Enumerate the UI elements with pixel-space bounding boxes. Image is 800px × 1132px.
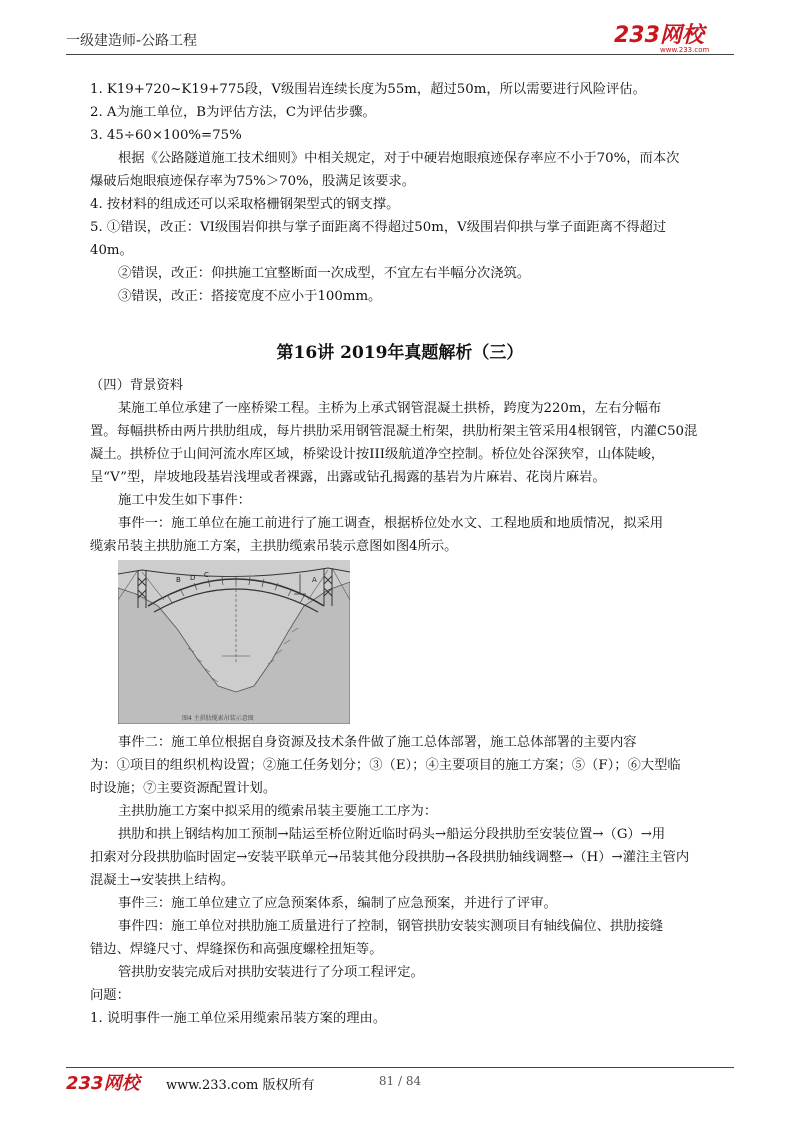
answer-2: 2. A为施工单位，B为评估方法，C为评估步骤。	[90, 105, 376, 120]
svg-text:233网校: 233网校	[66, 1073, 140, 1094]
procedure-line-2: 扣索对分段拱肋临时固定→安装平联单元→吊装其他分段拱肋→各段拱肋轴线调整→（H）→灌注主管内	[90, 850, 690, 865]
footer-copyright: www.233.com 版权所有	[166, 1078, 315, 1093]
answer-3-note-line-1: 根据《公路隧道施工技术细则》中相关规定，对于中硬岩炮眼痕迹保存率应不小于70%，而本次	[118, 151, 680, 166]
procedure-line-3: 混凝土→安装拱上结构。	[90, 873, 235, 888]
events-intro: 施工中发生如下事件：	[118, 493, 251, 508]
answer-1: 1. K19+720~K19+775段，V级围岩连续长度为55m，超过50m，所以需要进行风险评估。	[90, 82, 646, 97]
event-2-line-3: 时设施；⑦主要资源配置计划。	[90, 781, 277, 796]
background-line-3: 凝土。拱桥位于山间河流水库区域，桥梁设计按III级航道净空控制。桥位处谷深狭窄，山体陡峻，	[90, 447, 665, 462]
event-2-line-2: 为：①项目的组织机构设置；②施工任务划分；③（E）；④主要项目的施工方案；⑤（F）；⑥大型临	[90, 758, 681, 773]
question-1: 1. 说明事件一施工单位采用缆索吊装方案的理由。	[90, 1011, 387, 1026]
brand-logo-233	[614, 20, 734, 54]
svg-text:B: B	[176, 576, 181, 584]
answer-4: 4. 按材料的组成还可以采取格栅钢架型式的钢支撑。	[90, 197, 400, 212]
background-line-1: 某施工单位承建了一座桥梁工程。主桥为上承式钢管混凝土拱桥，跨度为220m，左右分幅布	[118, 401, 662, 416]
event-4-line-1: 事件四：施工单位对拱肋施工质量进行了控制，钢管拱肋安装实测项目有轴线偏位、拱肋接缝	[118, 919, 664, 934]
svg-text:www.233.com: www.233.com	[660, 46, 710, 54]
header-divider	[66, 54, 734, 55]
event-3: 事件三：施工单位建立了应急预案体系，编制了应急预案，并进行了评审。	[118, 896, 557, 911]
svg-text:D: D	[190, 574, 196, 582]
cable-hoisting-figure	[118, 560, 350, 724]
background-line-2: 置。每幅拱桥由两片拱肋组成，每片拱肋采用钢管混凝土桁架，拱肋桁架主管采用4根钢管，内灌C50混	[90, 424, 698, 439]
svg-text:C: C	[204, 571, 209, 579]
answer-3: 3. 45÷60×100%=75%	[90, 128, 242, 143]
background-line-4: 呈“V”型，岸坡地段基岩浅埋或者裸露，出露或钻孔揭露的基岩为片麻岩、花岗片麻岩。	[90, 470, 606, 485]
svg-text:图4 主拱肋缆索吊装示意图: 图4 主拱肋缆索吊装示意图	[182, 715, 254, 722]
event-1-line-2: 缆索吊装主拱肋施工方案，主拱肋缆索吊装示意图如图4所示。	[90, 539, 458, 554]
lecture-heading: 第16讲 2019年真题解析（三）	[276, 343, 524, 363]
event-1-line-1: 事件一：施工单位在施工前进行了施工调查，根据桥位处水文、工程地质和地质情况，拟采用	[118, 516, 664, 531]
procedure-line-1: 拱肋和拱上钢结构加工预制→陆运至桥位附近临时码头→船运分段拱肋至安装位置→（G）→用	[118, 827, 666, 842]
event-2-line-1: 事件二：施工单位根据自身资源及技术条件做了施工总体部署，施工总体部署的主要内容	[118, 735, 637, 750]
answer-5-line-1: 5. ①错误，改正：VI级围岩仰拱与掌子面距离不得超过50m，V级围岩仰拱与掌子面距离不得超过	[90, 220, 667, 235]
section-label: （四）背景资料	[90, 378, 184, 393]
evaluation-note: 管拱肋安装完成后对拱肋安装进行了分项工程评定。	[118, 965, 424, 980]
svg-text:A: A	[312, 576, 317, 584]
answer-5-item-3: ③错误，改正：搭接宽度不应小于100mm。	[118, 289, 382, 304]
page-number: 81 / 84	[378, 1074, 422, 1088]
header-title: 一级建造师-公路工程	[66, 33, 198, 49]
questions-label: 问题：	[90, 988, 130, 1003]
answer-3-note-line-2: 爆破后炮眼痕迹保存率为75%＞70%，股满足该要求。	[90, 174, 416, 189]
footer-divider	[66, 1067, 734, 1068]
answer-5-line-2: 40m。	[90, 243, 133, 258]
answer-5-item-2: ②错误，改正：仰拱施工宜整断面一次成型，不宜左右半幅分次浇筑。	[118, 266, 531, 281]
svg-text:233网校: 233网校	[614, 23, 704, 48]
procedure-intro: 主拱肋施工方案中拟采用的缆索吊装主要施工工序为：	[118, 804, 438, 819]
event-4-line-2: 错边、焊缝尺寸、焊缝探伤和高强度螺栓扭矩等。	[90, 942, 383, 957]
